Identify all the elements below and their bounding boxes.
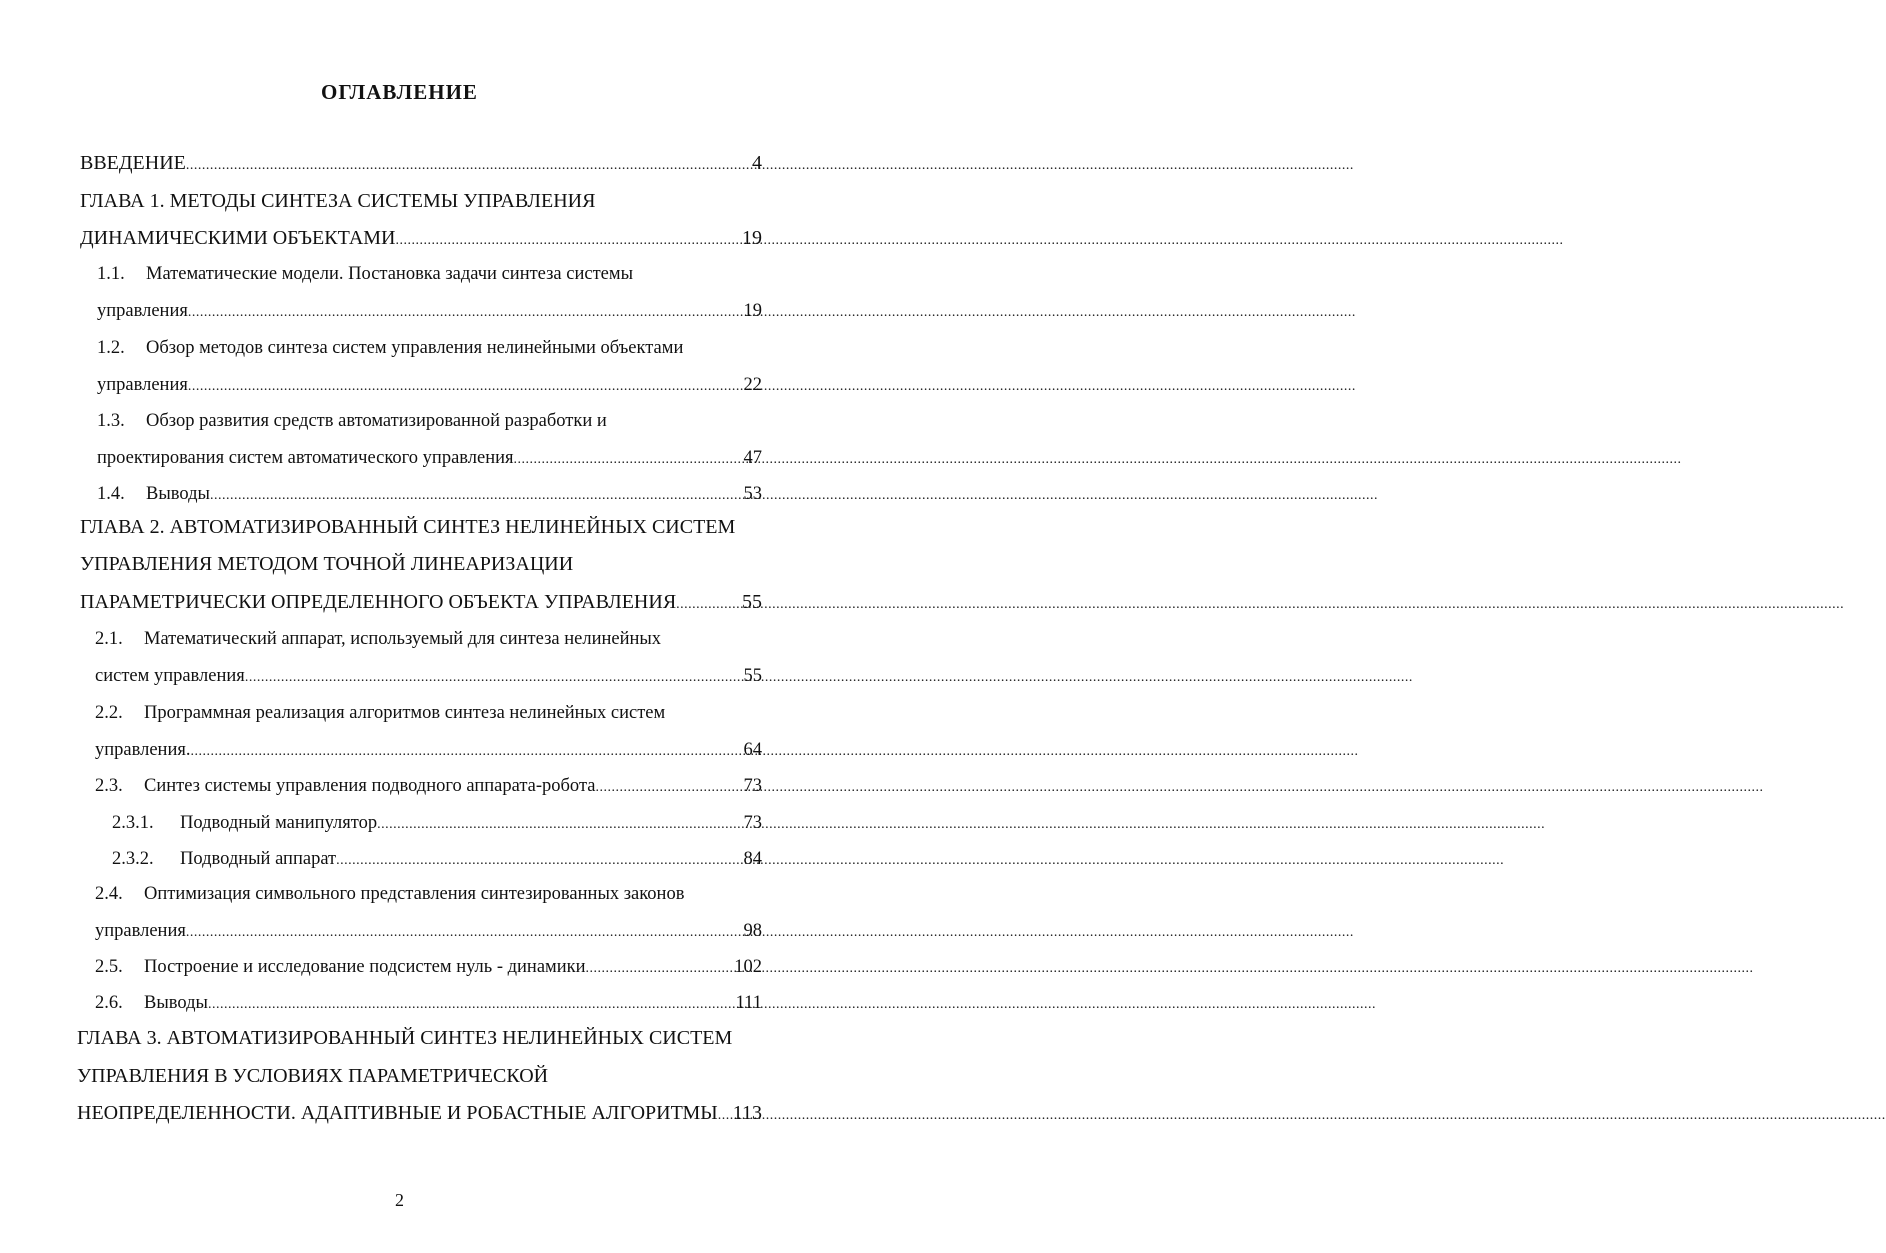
toc-entry-title: Программная реализация алгоритмов синтеза нелинейных систем — [144, 703, 666, 723]
toc-section-2-2-line1[interactable] — [95, 701, 762, 725]
toc-page-number: 73 — [743, 813, 762, 833]
toc-entry-title: Построение и исследование подсистем нуль - динамики — [144, 957, 586, 977]
document-page — [0, 0, 799, 1253]
toc-entry-title: Выводы — [144, 993, 208, 1013]
toc-entry-title: систем управления — [95, 666, 245, 686]
dot-leader — [188, 301, 744, 325]
toc-entry-title: управления — [95, 921, 186, 941]
toc-page-number: 111 — [735, 993, 762, 1013]
dot-leader — [190, 740, 743, 764]
toc-page-number: 19 — [742, 227, 762, 249]
toc-section-number: 2.1. — [95, 629, 123, 649]
toc-section-2-3-1[interactable] — [112, 811, 762, 835]
toc-entry-title: ГЛАВА 1. МЕТОДЫ СИНТЕЗА СИСТЕМЫ УПРАВЛЕНИЯ — [80, 190, 596, 212]
toc-page-number: 47 — [743, 448, 762, 468]
toc-page-number: 55 — [743, 666, 762, 686]
toc-page-number: 64 — [743, 740, 762, 760]
toc-section-number: 2.3.1. — [112, 813, 154, 833]
toc-entry-intro[interactable] — [80, 151, 762, 175]
toc-page-number: 53 — [743, 484, 762, 504]
dot-leader — [245, 666, 744, 690]
toc-entry-title: управления — [97, 375, 188, 395]
toc-chapter-2-line2[interactable] — [80, 552, 762, 576]
toc-entry-title: Подводный манипулятор — [180, 813, 378, 833]
toc-section-number: 1.1. — [97, 264, 125, 284]
dot-leader — [514, 448, 744, 472]
page-number: 2 — [395, 1190, 404, 1210]
toc-entry-title: ГЛАВА 2. АВТОМАТИЗИРОВАННЫЙ СИНТЕЗ НЕЛИНЕЙНЫХ СИСТЕМ — [80, 516, 736, 538]
dot-leader — [586, 957, 735, 981]
toc-page-number: 98 — [743, 921, 762, 941]
toc-section-1-2-line2[interactable] — [97, 373, 762, 397]
toc-entry-title: проектирования систем автоматического управления — [97, 448, 514, 468]
toc-entry-title: УПРАВЛЕНИЯ МЕТОДОМ ТОЧНОЙ ЛИНЕАРИЗАЦИИ — [80, 553, 574, 575]
toc-section-number: 2.4. — [95, 884, 123, 904]
toc-entry-title: УПРАВЛЕНИЯ В УСЛОВИЯХ ПАРАМЕТРИЧЕСКОЙ — [77, 1065, 549, 1087]
dot-leader — [396, 229, 743, 253]
toc-section-2-1-line2[interactable] — [95, 664, 762, 688]
toc-page-number: 113 — [732, 1102, 762, 1124]
toc-section-number: 2.6. — [95, 993, 123, 1013]
toc-section-1-2-line1[interactable] — [97, 336, 762, 360]
toc-entry-title: Подводный аппарат — [180, 849, 337, 869]
toc-entry-title: управления — [97, 301, 188, 321]
toc-section-number: 2.2. — [95, 703, 123, 723]
toc-page-number: 55 — [742, 591, 762, 613]
toc-section-2-4-line2[interactable] — [95, 919, 762, 943]
toc-section-number: 2.3. — [95, 776, 123, 796]
toc-entry-title: Математические модели. Постановка задачи синтеза системы — [146, 264, 634, 284]
dot-leader — [377, 813, 743, 837]
toc-entry-title: ВВЕДЕНИЕ — [80, 152, 186, 174]
toc-section-2-3-2[interactable] — [112, 847, 762, 871]
toc-chapter-2-line3[interactable] — [80, 590, 762, 614]
toc-chapter-3-line2[interactable] — [77, 1064, 762, 1088]
dot-leader — [208, 993, 736, 1017]
toc-section-number: 2.3.2. — [112, 849, 154, 869]
toc-entry-title: Синтез системы управления подводного аппарата-робота — [144, 776, 596, 796]
toc-entry-title: управления. — [95, 740, 191, 760]
toc-section-2-6[interactable] — [95, 991, 762, 1015]
toc-entry-title: ДИНАМИЧЕСКИМИ ОБЪЕКТАМИ — [80, 227, 396, 249]
toc-entry-title: Обзор методов синтеза систем управления нелинейными объектами — [146, 338, 684, 358]
toc-section-1-1-line2[interactable] — [97, 299, 762, 323]
toc-section-number: 1.3. — [97, 411, 125, 431]
toc-entry-title: ПАРАМЕТРИЧЕСКИ ОПРЕДЕЛЕННОГО ОБЪЕКТА УПРАВЛЕНИЯ — [80, 591, 677, 613]
dot-leader — [210, 484, 744, 508]
toc-chapter-3-line3[interactable] — [77, 1101, 762, 1125]
toc-entry-title: Оптимизация символьного представления синтезированных законов — [144, 884, 685, 904]
toc-section-2-5[interactable] — [95, 955, 762, 979]
dot-leader — [186, 154, 752, 178]
page-title: ОГЛАВЛЕНИЕ — [321, 80, 478, 104]
toc-entry-title: НЕОПРЕДЕЛЕННОСТИ. АДАПТИВНЫЕ И РОБАСТНЫЕ АЛГОРИТМЫ — [77, 1102, 718, 1124]
dot-leader — [718, 1104, 733, 1128]
toc-section-1-1-line1[interactable] — [97, 262, 762, 286]
toc-section-number: 1.2. — [97, 338, 125, 358]
toc-page-number: 84 — [743, 849, 762, 869]
toc-section-number: 1.4. — [97, 484, 125, 504]
toc-entry-title: Выводы — [146, 484, 210, 504]
toc-chapter-1-line1[interactable] — [80, 189, 762, 213]
toc-entry-title: Математический аппарат, используемый для синтеза нелинейных — [144, 629, 662, 649]
toc-page-number: 73 — [743, 776, 762, 796]
toc-chapter-1-line2[interactable] — [80, 226, 762, 250]
toc-entry-title: Обзор развития средств автоматизированной разработки и — [146, 411, 607, 431]
toc-section-number: 2.5. — [95, 957, 123, 977]
toc-section-2-4-line1[interactable] — [95, 882, 762, 906]
dot-leader — [188, 375, 744, 399]
toc-section-1-4[interactable] — [97, 482, 762, 506]
toc-section-1-3-line2[interactable] — [97, 446, 762, 470]
toc-page-number: 19 — [743, 301, 762, 321]
toc-entry-title: ГЛАВА 3. АВТОМАТИЗИРОВАННЫЙ СИНТЕЗ НЕЛИНЕЙНЫХ СИСТЕМ — [77, 1027, 733, 1049]
toc-page-number: 102 — [734, 957, 762, 977]
toc-chapter-3-line1[interactable] — [77, 1026, 762, 1050]
dot-leader — [336, 849, 743, 873]
dot-leader — [595, 776, 743, 800]
dot-leader — [676, 593, 742, 617]
toc-section-2-1-line1[interactable] — [95, 627, 762, 651]
toc-section-2-2-line2[interactable] — [95, 738, 762, 762]
toc-section-2-3[interactable] — [95, 774, 762, 798]
toc-page-number: 4 — [752, 152, 762, 174]
toc-chapter-2-line1[interactable] — [80, 515, 762, 539]
dot-leader — [186, 921, 744, 945]
toc-section-1-3-line1[interactable] — [97, 409, 762, 433]
toc-page-number: 22 — [743, 375, 762, 395]
